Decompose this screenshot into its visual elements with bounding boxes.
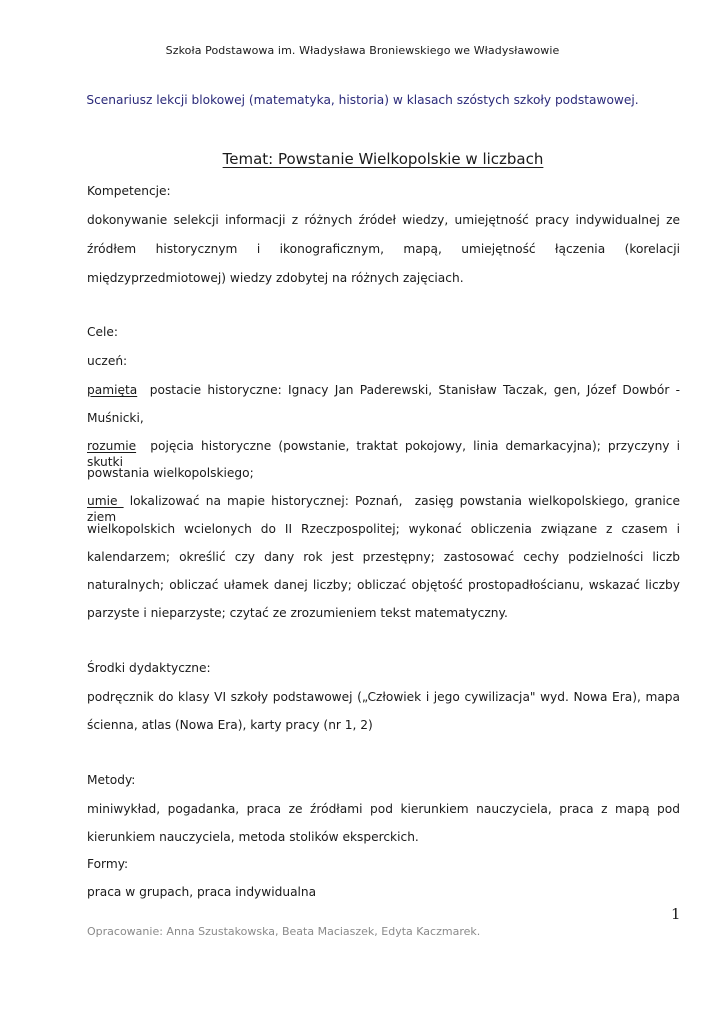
cele-umie-cont-4: parzyste i nieparzyste; czytać ze zrozumieniem tekst matematyczny. (87, 606, 508, 620)
srodki-heading: Środki dydaktyczne: (87, 661, 211, 675)
cele-pamieta-line (87, 382, 680, 398)
keyword-pamieta: pamięta (87, 383, 138, 397)
cele-pamieta-cont: Muśnicki, (87, 411, 144, 425)
umie-text: lokalizować na mapie historycznej: Poznań, zasięg powstania wielkopolskiego, granice ziem (87, 494, 684, 524)
kompetencje-line-3: międzyprzedmiotowej) wiedzy zdobytej na różnych zajęciach. (87, 271, 464, 285)
srodki-line-1: podręcznik do klasy VI szkoły podstawowej („Człowiek i jego cywilizacja" wyd. Nowa Era), mapa (87, 690, 680, 704)
metody-line-1: miniwykład, pogadanka, praca ze źródłami pod kierunkiem nauczyciela, praca z mapą pod (87, 802, 680, 816)
kompetencje-line-2: źródłem historycznym i ikonograficznym, mapą, umiejętność łączenia (korelacji (87, 242, 680, 256)
cele-umie-cont-2: kalendarzem; określić czy dany rok jest przestępny; zastosować cechy podzielności liczb (87, 550, 680, 564)
kompetencje-heading: Kompetencje: (87, 184, 171, 198)
page-footer: Opracowanie: Anna Szustakowska, Beata Maciaszek, Edyta Kaczmarek. (87, 925, 481, 938)
keyword-umie: umie (87, 494, 124, 508)
rozumie-text: pojęcia historyczne (powstanie, traktat pokojowy, linia demarkacyjna); przyczyny i skutki (87, 439, 684, 469)
metody-heading: Metody: (87, 773, 136, 787)
cele-umie-cont-1: wielkopolskich wcielonych do II Rzeczpospolitej; wykonać obliczenia związane z czasem i (87, 522, 680, 536)
cele-rozumie-cont: powstania wielkopolskiego; (87, 466, 254, 480)
cele-subject: uczeń: (87, 354, 128, 368)
keyword-rozumie: rozumie (87, 439, 137, 453)
page-header: Szkoła Podstawowa im. Władysława Broniewskiego we Władysławowie (165, 44, 560, 57)
pamieta-text: postacie historyczne: Ignacy Jan Paderewski, Stanisław Taczak, gen, Józef Dowbór - (137, 383, 680, 397)
cele-umie-cont-3: naturalnych; obliczać ułamek danej liczby; obliczać objętość prostopadłościanu, wskazać liczby (87, 578, 680, 592)
metody-line-2: kierunkiem nauczyciela, metoda stolików eksperckich. (87, 830, 419, 844)
srodki-line-2: ścienna, atlas (Nowa Era), karty pracy (nr 1, 2) (87, 718, 373, 732)
document-subtitle: Scenariusz lekcji blokowej (matematyka, historia) w klasach szóstych szkoły podstawowej. (86, 93, 639, 107)
formy-line-1: praca w grupach, praca indywidualna (87, 885, 317, 899)
page-number: 1 (671, 905, 681, 923)
formy-heading: Formy: (87, 857, 129, 871)
cele-heading: Cele: (87, 325, 118, 339)
lesson-topic: Temat: Powstanie Wielkopolskie w liczbach (222, 150, 544, 168)
kompetencje-line-1: dokonywanie selekcji informacji z różnych źródeł wiedzy, umiejętność pracy indywidualnej ze (87, 213, 680, 227)
